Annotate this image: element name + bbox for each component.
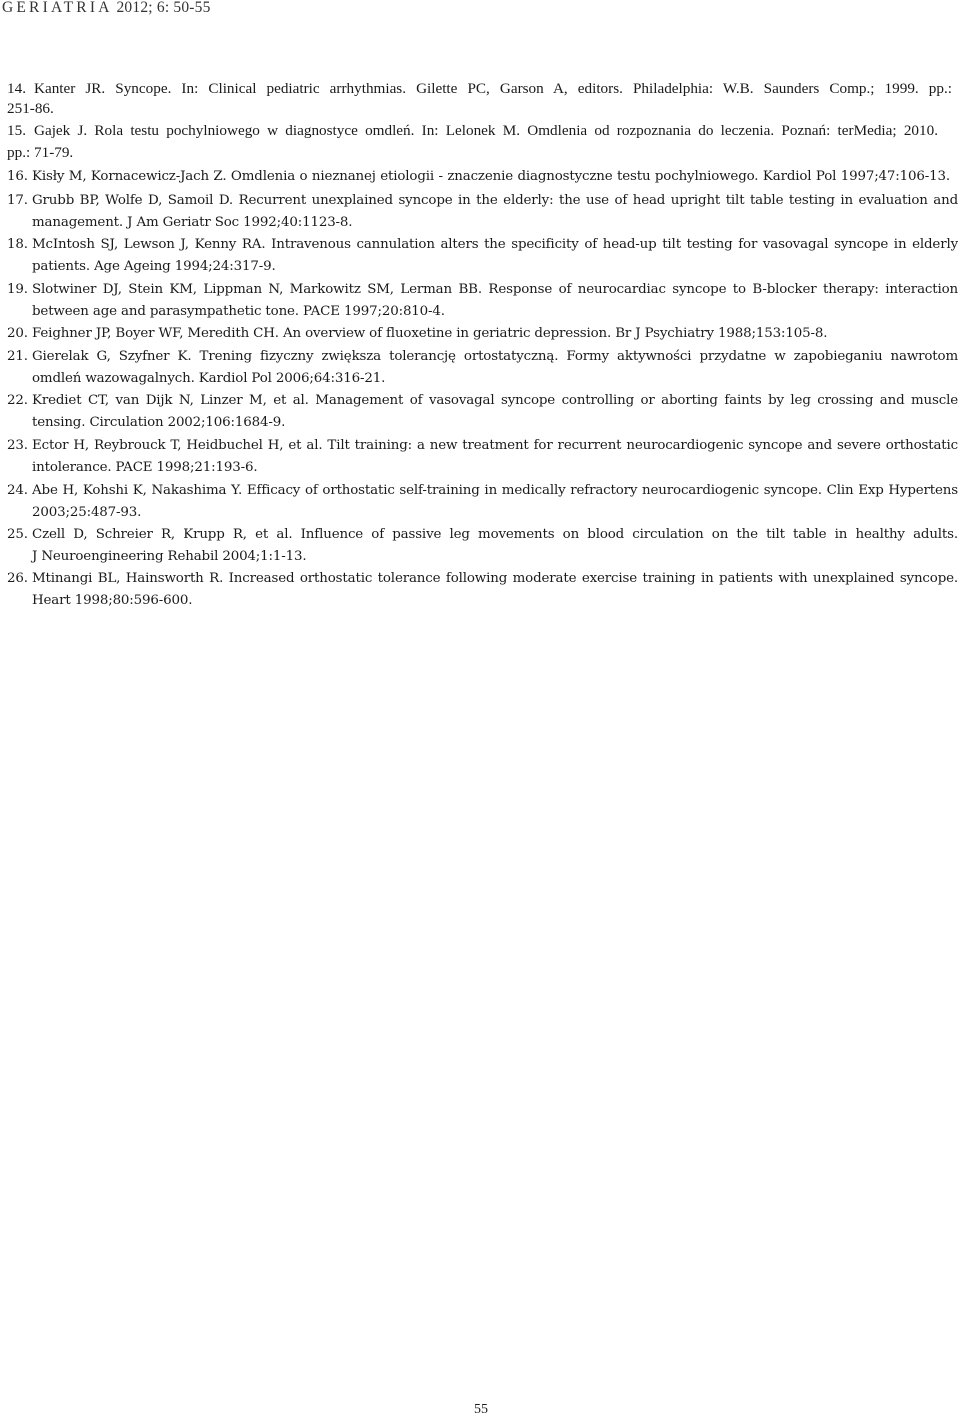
reference-line: McIntosh SJ, Lewson J, Kenny RA. Intravenous cannulation alters the specificity of head-up tilt testing for vasovagal syncope in elderly bbox=[32, 237, 958, 252]
reference-line: J Neuroengineering Rehabil 2004;1:1-13. bbox=[32, 549, 307, 564]
reference-line: Czell D, Schreier R, Krupp R, et al. Influence of passive leg movements on blood circulation on the tilt table in healthy adults. bbox=[32, 527, 958, 542]
reference-line: management. J Am Geriatr Soc 1992;40:1123-8. bbox=[32, 215, 353, 230]
reference-number: 16. bbox=[7, 169, 28, 184]
reference-number: 26. bbox=[7, 571, 28, 586]
reference-number: 17. bbox=[7, 193, 28, 208]
reference-line: 251-86. bbox=[7, 100, 54, 117]
reference-number: 21. bbox=[7, 349, 28, 364]
reference-line: Slotwiner DJ, Stein KM, Lippman N, Markowitz SM, Lerman BB. Response of neurocardiac syncope to B-blocker therapy: interaction bbox=[32, 282, 958, 297]
reference-number: 22. bbox=[7, 393, 28, 408]
reference-line: omdleń wazowagalnych. Kardiol Pol 2006;64:316-21. bbox=[32, 371, 386, 386]
reference-line: Gajek J. Rola testu pochylniowego w diagnostyce omdleń. In: Lelonek M. Omdlenia od rozpoznania do leczenia. Poznań: terMedia; 2010. bbox=[34, 122, 938, 139]
reference-number: 23. bbox=[7, 438, 28, 453]
reference-number: 24. bbox=[7, 483, 28, 498]
reference-line: tensing. Circulation 2002;106:1684-9. bbox=[32, 415, 286, 430]
reference-number: 18. bbox=[7, 237, 28, 252]
reference-line: Krediet CT, van Dijk N, Linzer M, et al. Management of vasovagal syncope controlling or aborting faints by leg crossing and muscle bbox=[32, 393, 958, 408]
journal-issue: 2012; 6: 50-55 bbox=[116, 0, 211, 16]
reference-number: 15. bbox=[7, 122, 26, 139]
reference-line: Feighner JP, Boyer WF, Meredith CH. An overview of fluoxetine in geriatric depression. Br J Psychiatry 1988;153:105-8. bbox=[32, 326, 828, 341]
reference-line: Heart 1998;80:596-600. bbox=[32, 593, 193, 608]
reference-line: pp.: 71-79. bbox=[7, 144, 74, 161]
reference-line: 2003;25:487-93. bbox=[32, 505, 142, 520]
reference-number: 19. bbox=[7, 282, 28, 297]
reference-line: between age and parasympathetic tone. PACE 1997;20:810-4. bbox=[32, 304, 445, 319]
reference-line: Ector H, Reybrouck T, Heidbuchel H, et al. Tilt training: a new treatment for recurrent neurocardiogenic syncope and severe orthostatic bbox=[32, 438, 958, 453]
journal-name: GERIATRIA bbox=[2, 0, 113, 16]
reference-line: patients. Age Ageing 1994;24:317-9. bbox=[32, 259, 276, 274]
reference-line: Grubb BP, Wolfe D, Samoil D. Recurrent unexplained syncope in the elderly: the use of head upright tilt table testing in evaluation and bbox=[32, 193, 958, 208]
reference-line: intolerance. PACE 1998;21:193-6. bbox=[32, 460, 258, 475]
reference-line: Kisły M, Kornacewicz-Jach Z. Omdlenia o nieznanej etiologii - znaczenie diagnostyczne testu pochylniowego. Kardiol Pol 1997;47:106-13. bbox=[32, 169, 950, 184]
reference-number: 20. bbox=[7, 326, 28, 341]
reference-number: 25. bbox=[7, 527, 28, 542]
reference-line: Kanter JR. Syncope. In: Clinical pediatric arrhythmias. Gilette PC, Garson A, editors. Philadelphia: W.B. Saunders Comp.; 1999. pp.: bbox=[34, 80, 952, 97]
reference-number: 14. bbox=[7, 80, 26, 97]
page-number: 55 bbox=[474, 1402, 488, 1417]
reference-line: Mtinangi BL, Hainsworth R. Increased orthostatic tolerance following moderate exercise training in patients with unexplained syncope. bbox=[32, 571, 958, 586]
reference-line: Gierelak G, Szyfner K. Trening fizyczny zwiększa tolerancję ortostatyczną. Formy aktywności przydatne w zapobieganiu nawrotom bbox=[32, 349, 958, 364]
reference-line: Abe H, Kohshi K, Nakashima Y. Efficacy of orthostatic self-training in medically refractory neurocardiogenic syncope. Clin Exp Hypertens bbox=[32, 483, 958, 498]
